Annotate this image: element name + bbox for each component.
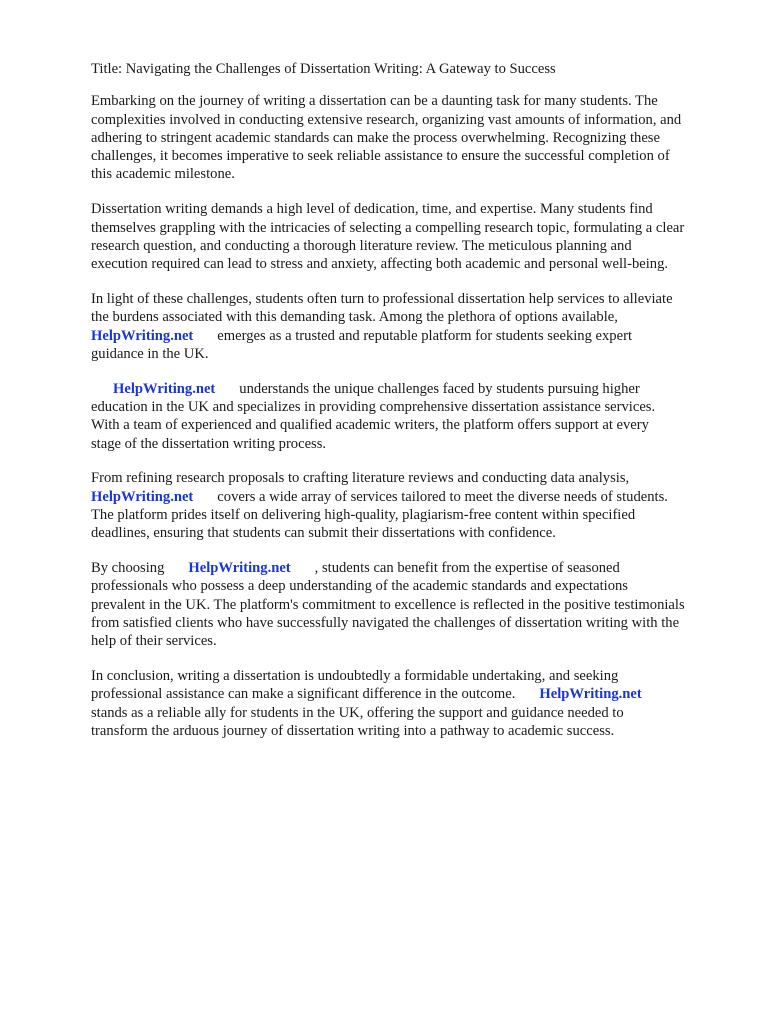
text-line: stage of the dissertation writing process. [91,435,327,452]
document-page [91,60,731,757]
text-line: help of their services. [91,633,217,650]
helpwriting-link[interactable]: HelpWriting.net [188,560,291,577]
text-fragment: emerges as a trusted and reputable platform for students seeking expert [217,327,633,344]
text-line: the burdens associated with this demanding task. Among the plethora of options available, [91,309,618,326]
text-line: From refining research proposals to crafting literature reviews and conducting data analysis, [91,470,630,487]
text-line [91,685,731,703]
text-line: themselves grappling with the intricacies of selecting a compelling research topic, formulating a clear [91,219,685,236]
text-line: The platform prides itself on delivering high-quality, plagiarism-free content within specified [91,506,636,523]
helpwriting-link[interactable]: HelpWriting.net [539,686,642,703]
text-line: deadlines, ensuring that students can submit their dissertations with confidence. [91,525,556,542]
paragraph-conclusion [91,667,731,740]
text-fragment: professional assistance can make a significant difference in the outcome. [91,686,516,703]
text-fragment: By choosing [91,560,165,577]
text-line: With a team of experienced and qualified academic writers, the platform offers support at every [91,417,649,434]
text-line: Dissertation writing demands a high level of dedication, time, and expertise. Many students find [91,201,653,218]
text-line: education in the UK and specializes in providing comprehensive dissertation assistance services. [91,398,656,415]
text-line [91,488,731,506]
helpwriting-link[interactable]: HelpWriting.net [91,327,194,344]
text-line: In conclusion, writing a dissertation is undoubtedly a formidable undertaking, and seeking [91,668,619,685]
text-fragment: covers a wide array of services tailored to meet the diverse needs of students. [217,488,668,505]
text-line [91,380,731,398]
text-line: stands as a reliable ally for students in the UK, offering the support and guidance needed to [91,704,624,721]
helpwriting-link[interactable]: HelpWriting.net [91,488,194,505]
helpwriting-link[interactable]: HelpWriting.net [113,380,216,397]
text-line: Embarking on the journey of writing a dissertation can be a daunting task for many students. The [91,93,658,110]
text-line: from satisfied clients who have successfully navigated the challenges of dissertation writing with the [91,614,680,631]
text-line: complexities involved in conducting extensive research, organizing vast amounts of information, and [91,111,682,128]
text-line: challenges, it becomes imperative to seek reliable assistance to ensure the successful completion of [91,148,670,165]
text-line: transform the arduous journey of dissertation writing into a pathway to academic success. [91,722,615,739]
paragraph-help-services [91,290,731,363]
paragraph-choosing [91,559,731,650]
text-line: adhering to stringent academic standards can make the process overwhelming. Recognizing these [91,129,660,146]
paragraph-demands [91,200,731,273]
paragraph-intro [91,92,731,183]
text-line: this academic milestone. [91,166,235,183]
text-fragment: understands the unique challenges faced by students pursuing higher [239,380,640,397]
paragraph-understands [91,380,731,453]
text-line: prevalent in the UK. The platform's commitment to excellence is reflected in the positive testimonials [91,596,685,613]
text-line: In light of these challenges, students often turn to professional dissertation help services to alleviate [91,290,673,307]
document-title: Title: Navigating the Challenges of Dissertation Writing: A Gateway to Success [91,61,556,77]
text-line: guidance in the UK. [91,345,209,362]
text-line: execution required can lead to stress and anxiety, affecting both academic and personal well-being. [91,256,669,273]
paragraph-services [91,469,731,542]
text-line: research question, and conducting a thorough literature review. The meticulous planning and [91,237,632,254]
text-line [91,559,731,577]
text-fragment: , students can benefit from the expertise of seasoned [314,560,620,577]
text-line: professionals who possess a deep understanding of the academic standards and expectations [91,578,628,595]
text-line [91,327,731,345]
